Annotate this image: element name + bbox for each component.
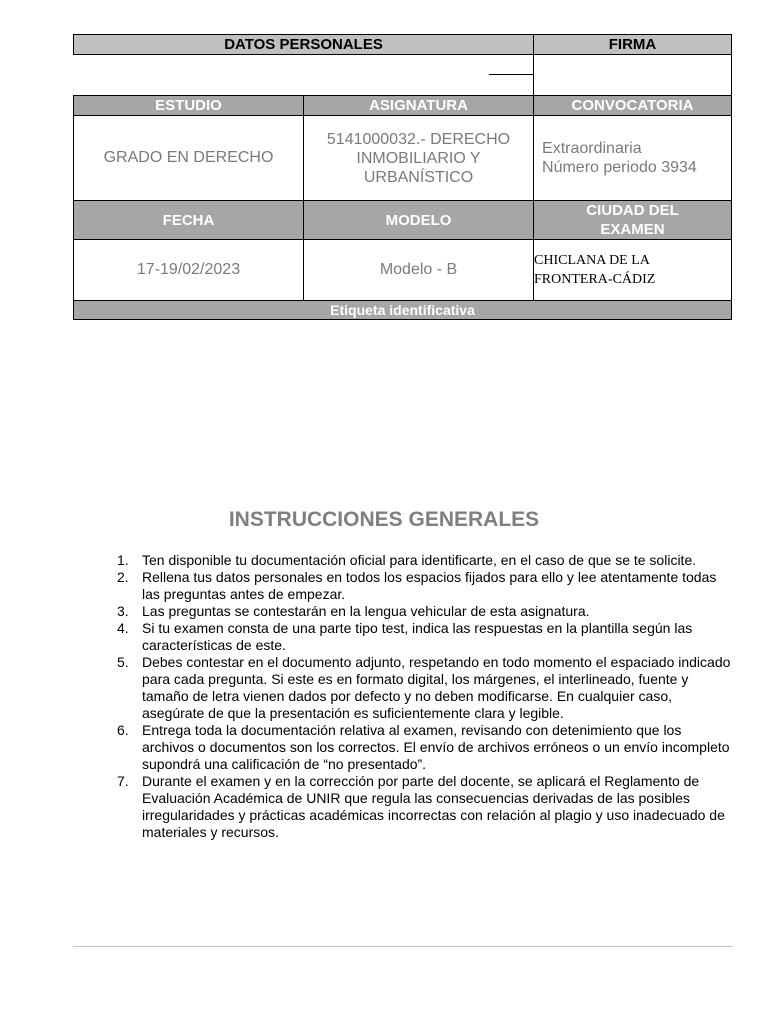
modelo-label: MODELO: [304, 201, 534, 240]
list-item-number: 5.: [117, 654, 129, 670]
list-item-number: 7.: [117, 773, 129, 789]
list-item: [117, 722, 733, 773]
convocatoria-value: [534, 116, 732, 201]
instructions-title: INSTRUCCIONES GENERALES: [228, 508, 540, 531]
list-item-number: 1.: [117, 552, 129, 568]
list-item-text: Debes contestar en el documento adjunto, respetando en todo momento el espaciado indicado para cada pregunta. Si este es en formato digital, los márgenes, el interlineado, fuente y tamaño de letra vienen dados por defecto y no deben modificarse. En cualquier caso, asegúrate de que la presentación es suficientemente clara y legible.: [142, 654, 731, 721]
list-item: [117, 773, 733, 841]
list-item-text: Rellena tus datos personales en todos los espacios fijados para ello y lee atentamente todas las preguntas antes de empezar.: [142, 569, 717, 602]
convocatoria-label: CONVOCATORIA: [534, 96, 732, 116]
convocatoria-line1: Extraordinaria: [542, 140, 642, 157]
firma-header: FIRMA: [534, 35, 732, 55]
estudio-value: GRADO EN DERECHO: [74, 116, 304, 201]
list-item: [117, 654, 733, 722]
list-item: [117, 620, 733, 654]
asignatura-value: 5141000032.- DERECHO INMOBILIARIO Y URBANÍSTICO: [304, 116, 534, 201]
fecha-label: FECHA: [74, 201, 304, 240]
modelo-value: Modelo - B: [304, 240, 534, 301]
list-item: [117, 603, 733, 620]
fecha-value: 17-19/02/2023: [74, 240, 304, 301]
exam-header-sheet: [73, 34, 731, 320]
list-item-text: Si tu examen consta de una parte tipo test, indica las respuestas en la plantilla según las características de este.: [142, 620, 693, 653]
list-item-text: Ten disponible tu documentación oficial para identificarte, en el caso de que se te solicite.: [142, 552, 697, 568]
list-item-number: 2.: [117, 569, 129, 585]
datos-personales-header: DATOS PERSONALES: [74, 35, 534, 55]
datos-personales-field[interactable]: [74, 55, 534, 96]
list-item: [117, 569, 733, 603]
estudio-label: ESTUDIO: [74, 96, 304, 116]
list-item-text: Entrega toda la documentación relativa al examen, revisando con detenimiento que los archivos o documentos son los correctos. El envío de archivos erróneos o un envío incompleto supondrá una calificación de “no presentado”.: [142, 722, 730, 772]
instructions-list: [117, 552, 733, 841]
ciudad-value: CHICLANA DE LA FRONTERA-CÁDIZ: [534, 240, 732, 301]
list-item-number: 4.: [117, 620, 129, 636]
ciudad-label: CIUDAD DEL EXAMEN: [534, 201, 732, 240]
list-item-text: Las preguntas se contestarán en la lengua vehicular de esta asignatura.: [142, 603, 590, 619]
asignatura-label: ASIGNATURA: [304, 96, 534, 116]
etiqueta-identificativa: Etiqueta identificativa: [74, 301, 732, 320]
exam-header-table: [73, 34, 732, 320]
list-item-number: 6.: [117, 722, 129, 738]
list-item-text: Durante el examen y en la corrección por parte del docente, se aplicará el Reglamento de Evaluación Académica de UNIR que regula las consecuencias derivadas de las posibles irregularidades y prácticas académicas incorrectas con relación al plagio y uso inadecuado de materiales y recursos.: [142, 773, 725, 840]
firma-field[interactable]: [534, 55, 732, 96]
datos-underline: [489, 74, 533, 75]
list-item-number: 3.: [117, 603, 129, 619]
footer-divider: [73, 946, 733, 947]
list-item: [117, 552, 733, 569]
convocatoria-line2: Número periodo 3934: [542, 159, 697, 176]
